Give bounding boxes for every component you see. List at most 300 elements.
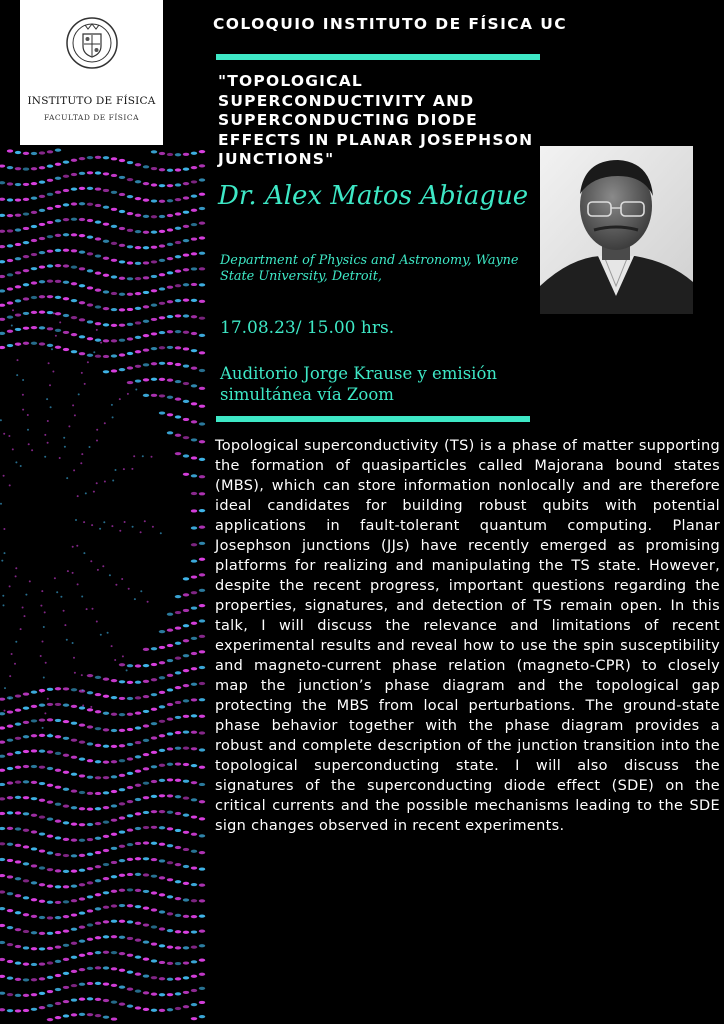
decorative-dot (175, 946, 181, 949)
decorative-dot (175, 452, 181, 455)
decorative-dot (191, 683, 197, 686)
decorative-dot (79, 897, 85, 900)
decorative-dot (15, 151, 21, 154)
decorative-dot (79, 157, 85, 160)
decorative-dot (199, 682, 205, 685)
decorative-dot (79, 172, 85, 175)
institute-logo (20, 0, 163, 145)
decorative-dot (111, 308, 117, 311)
decorative-dot (71, 884, 77, 887)
decorative-dot (135, 769, 141, 772)
decorative-dot (103, 290, 109, 293)
decorative-dot (22, 394, 24, 396)
decorative-dot (31, 749, 37, 752)
decorative-dot (159, 734, 165, 737)
decorative-dot (39, 782, 45, 785)
decorative-dot (167, 718, 173, 721)
decorative-dot (167, 929, 173, 932)
decorative-dot (48, 362, 50, 364)
decorative-dot (151, 908, 157, 911)
decorative-dot (95, 837, 101, 840)
decorative-dot (71, 928, 77, 931)
decorative-dot (175, 731, 181, 734)
decorative-dot (28, 443, 30, 445)
decorative-dot (175, 434, 181, 437)
decorative-dot (87, 235, 93, 238)
decorative-dot (27, 414, 29, 416)
decorative-dot (15, 183, 21, 186)
decorative-dot (103, 935, 109, 938)
decorative-dot (191, 652, 197, 655)
decorative-dot (11, 325, 13, 327)
decorative-dot (159, 910, 165, 913)
decorative-dot (55, 249, 61, 252)
decorative-dot (143, 680, 149, 683)
decorative-dot (183, 976, 189, 979)
decorative-dot (22, 379, 24, 381)
decorative-dot (3, 604, 5, 606)
decorative-dot (44, 712, 46, 714)
decorative-dot (47, 327, 53, 330)
decorative-dot (47, 835, 53, 838)
decorative-dot (79, 823, 85, 826)
decorative-dot (175, 255, 181, 258)
decorative-dot (47, 179, 53, 182)
decorative-dot (95, 305, 101, 308)
decorative-dot (55, 205, 61, 208)
decorative-dot (199, 334, 205, 337)
decorative-dot (183, 669, 189, 672)
decorative-dot (191, 299, 197, 302)
decorative-dot (183, 796, 189, 799)
decorative-dot (55, 769, 61, 772)
decorative-dot (109, 574, 111, 576)
decorative-dot (12, 309, 14, 311)
decorative-dot (0, 181, 5, 184)
decorative-dot (47, 193, 53, 196)
decorative-dot (191, 152, 197, 155)
decorative-dot (167, 844, 173, 847)
decorative-dot (159, 961, 165, 964)
decorative-dot (167, 330, 173, 333)
decorative-dot (0, 346, 5, 349)
decorative-dot (111, 1001, 117, 1004)
decorative-dot (167, 613, 173, 616)
decorative-dot (56, 591, 58, 593)
decorative-dot (63, 281, 69, 284)
decorative-dot (111, 404, 113, 406)
decorative-dot (74, 414, 76, 416)
decorative-dot (39, 311, 45, 314)
decorative-dot (31, 881, 37, 884)
decorative-dot (47, 916, 53, 919)
decorative-dot (23, 862, 29, 865)
decorative-dot (144, 520, 146, 522)
decorative-dot (159, 944, 165, 947)
decorative-dot (183, 299, 189, 302)
decorative-dot (135, 681, 141, 684)
decorative-dot (183, 314, 189, 317)
decorative-dot (51, 348, 53, 350)
decorative-dot (47, 235, 53, 238)
decorative-dot (47, 442, 49, 444)
decorative-dot (167, 153, 173, 156)
decorative-dot (127, 888, 133, 891)
decorative-dot (82, 705, 84, 707)
decorative-dot (167, 978, 173, 981)
decorative-dot (135, 842, 141, 845)
decorative-dot (199, 698, 205, 701)
decorative-dot (111, 259, 117, 262)
decorative-dot (119, 368, 125, 371)
decorative-dot (47, 990, 53, 993)
decorative-dot (71, 202, 77, 205)
decorative-dot (191, 402, 197, 405)
decorative-dot (175, 671, 181, 674)
decorative-dot (135, 292, 141, 295)
decorative-dot (95, 907, 101, 910)
decorative-dot (127, 772, 133, 775)
decorative-dot (159, 993, 165, 996)
decorative-dot (31, 342, 37, 345)
decorative-dot (133, 455, 135, 457)
decorative-dot (175, 380, 181, 383)
decorative-dot (87, 776, 93, 779)
event-datetime: 17.08.23/ 15.00 hrs. (220, 318, 395, 338)
talk-title: "TOPOLOGICAL SUPERCONDUCTIVITY AND SUPERCONDUCTING DIODE EFFECTS IN PLANAR JOSEPHSON JUNCTIONS" (218, 72, 534, 168)
decorative-dot (191, 526, 197, 529)
decorative-dot (4, 687, 6, 689)
decorative-dot (71, 316, 77, 319)
decorative-dot (175, 330, 181, 333)
decorative-dot (15, 461, 17, 463)
decorative-dot (0, 726, 5, 729)
decorative-dot (103, 821, 109, 824)
decorative-dot (143, 664, 149, 667)
decorative-dot (71, 187, 77, 190)
decorative-dot (135, 905, 141, 908)
decorative-dot (63, 703, 69, 706)
decorative-dot (31, 830, 37, 833)
decorative-dot (15, 694, 21, 697)
decorative-dot (142, 455, 144, 457)
decorative-dot (127, 178, 133, 181)
decorative-dot (39, 832, 45, 835)
decorative-dot (143, 363, 149, 366)
decorative-dot (15, 299, 21, 302)
decorative-dot (111, 242, 117, 245)
decorative-dot (167, 747, 173, 750)
decorative-dot (199, 930, 205, 933)
decorative-dot (71, 823, 77, 826)
decorative-dot (7, 198, 13, 201)
decorative-dot (135, 277, 141, 280)
decorative-dot (127, 229, 133, 232)
decorative-dot (175, 795, 181, 798)
decorative-dot (127, 800, 133, 803)
decorative-dot (183, 931, 189, 934)
decorative-dot (87, 354, 93, 357)
decorative-dot (175, 657, 181, 660)
decorative-dot (0, 741, 5, 744)
decorative-dot (31, 691, 37, 694)
decorative-dot (96, 621, 98, 623)
decorative-dot (63, 972, 69, 975)
decorative-dot (23, 167, 29, 170)
decorative-dot (199, 252, 205, 255)
decorative-dot (66, 639, 68, 641)
decorative-dot (15, 575, 17, 577)
decorative-dot (191, 194, 197, 197)
decorative-dot (143, 378, 149, 381)
decorative-dot (119, 774, 125, 777)
decorative-dot (175, 642, 181, 645)
decorative-dot (55, 335, 57, 337)
decorative-dot (0, 992, 5, 995)
decorative-dot (71, 350, 77, 353)
decorative-dot (167, 732, 173, 735)
decorative-dot (111, 804, 117, 807)
decorative-dot (103, 966, 109, 969)
decorative-dot (135, 365, 141, 368)
decorative-dot (0, 304, 5, 307)
decorative-dot (63, 870, 69, 873)
decorative-dot (159, 273, 165, 276)
decorative-dot (55, 163, 61, 166)
decorative-dot (199, 944, 205, 947)
decorative-dot (9, 698, 11, 700)
decorative-dot (159, 287, 165, 290)
decorative-dot (127, 743, 133, 746)
university-seal-icon (65, 16, 119, 70)
decorative-dot (143, 826, 149, 829)
decorative-dot (119, 889, 125, 892)
decorative-dot (55, 974, 61, 977)
decorative-dot (103, 791, 109, 794)
decorative-dot (119, 759, 125, 762)
decorative-dot (151, 456, 153, 458)
colloquium-header: COLOQUIO INSTITUTO DE FÍSICA UC (213, 15, 567, 33)
decorative-dot (31, 211, 37, 214)
decorative-dot (111, 760, 117, 763)
decorative-dot (126, 669, 128, 671)
decorative-dot (0, 769, 5, 772)
decorative-dot (167, 228, 173, 231)
decorative-dot (191, 367, 197, 370)
decorative-dot (63, 203, 69, 206)
decorative-dot (0, 332, 5, 335)
decorative-dot (119, 744, 125, 747)
decorative-dot (71, 773, 77, 776)
decorative-dot (96, 482, 98, 484)
decorative-dot (175, 611, 181, 614)
decorative-dot (151, 260, 157, 263)
decorative-dot (27, 429, 29, 431)
decorative-dot (47, 884, 53, 887)
decorative-dot (71, 1013, 77, 1016)
decorative-dot (143, 305, 149, 308)
decorative-dot (85, 492, 87, 494)
decorative-dot (199, 369, 205, 372)
decorative-dot (71, 299, 77, 302)
decorative-dot (71, 233, 77, 236)
decorative-dot (55, 752, 61, 755)
decorative-dot (55, 1002, 61, 1005)
decorative-dot (15, 894, 21, 897)
decorative-dot (15, 860, 21, 863)
decorative-dot (111, 645, 113, 647)
decorative-dot (91, 524, 93, 526)
decorative-dot (175, 880, 181, 883)
decorative-dot (135, 214, 141, 217)
decorative-dot (23, 750, 29, 753)
decorative-dot (143, 291, 149, 294)
decorative-dot (7, 330, 13, 333)
decorative-dot (7, 827, 13, 830)
decorative-dot (191, 509, 197, 512)
decorative-dot (111, 951, 117, 954)
decorative-dot (93, 351, 95, 353)
decorative-dot (55, 916, 61, 919)
decorative-dot (151, 663, 157, 666)
decorative-dot (119, 874, 125, 877)
decorative-dot (119, 193, 125, 196)
decorative-dot (183, 814, 189, 817)
decorative-dot (135, 726, 141, 729)
decorative-dot (63, 805, 69, 808)
decorative-dot (167, 674, 173, 677)
decorative-dot (183, 699, 189, 702)
decorative-dot (183, 609, 189, 612)
decorative-dot (7, 843, 13, 846)
decorative-dot (183, 400, 189, 403)
decorative-dot (183, 577, 189, 580)
decorative-dot (191, 575, 197, 578)
decorative-dot (7, 344, 13, 347)
decorative-dot (95, 865, 101, 868)
decorative-dot (95, 355, 101, 358)
decorative-dot (23, 707, 29, 710)
decorative-dot (23, 312, 29, 315)
decorative-dot (111, 935, 117, 938)
decorative-dot (71, 789, 77, 792)
decorative-dot (47, 698, 49, 700)
decorative-dot (135, 922, 141, 925)
decorative-dot (71, 942, 77, 945)
decorative-dot (103, 951, 109, 954)
decorative-dot (175, 153, 181, 156)
decorative-dot (191, 166, 197, 169)
decorative-dot (47, 932, 53, 935)
decorative-dot (55, 931, 61, 934)
decorative-dot (183, 225, 189, 228)
decorative-dot (23, 829, 29, 832)
decorative-dot (111, 157, 117, 160)
decorative-dot (199, 317, 205, 320)
decorative-dot (143, 782, 149, 785)
decorative-dot (90, 706, 92, 708)
decorative-dot (87, 742, 93, 745)
decorative-dot (159, 362, 165, 365)
decorative-dot (183, 684, 189, 687)
decorative-dot (71, 159, 77, 162)
decorative-dot (175, 1007, 181, 1010)
decorative-dot (23, 227, 29, 230)
decorative-dot (95, 221, 101, 224)
decorative-dot (63, 771, 69, 774)
decorative-dot (159, 1009, 165, 1012)
decorative-dot (151, 875, 157, 878)
decorative-dot (159, 764, 165, 767)
decorative-dot (135, 321, 141, 324)
decorative-dot (159, 810, 165, 813)
decorative-dot (71, 249, 77, 252)
decorative-dot (131, 468, 133, 470)
decorative-dot (160, 532, 162, 534)
decorative-dot (15, 751, 21, 754)
decorative-dot (43, 626, 45, 628)
decorative-dot (47, 718, 53, 721)
decorative-dot (127, 873, 133, 876)
decorative-dot (40, 605, 42, 607)
decorative-dot (199, 300, 205, 303)
decorative-dot (47, 767, 53, 770)
decorative-dot (31, 1008, 37, 1011)
decorative-dot (54, 577, 56, 579)
decorative-dot (7, 796, 13, 799)
decorative-dot (183, 780, 189, 783)
decorative-dot (191, 237, 197, 240)
decorative-dot (103, 240, 109, 243)
decorative-dot (63, 958, 69, 961)
decorative-dot (79, 869, 85, 872)
decorative-dot (68, 425, 70, 427)
decorative-dot (4, 552, 6, 554)
decorative-dot (104, 481, 106, 483)
decorative-dot (175, 299, 181, 302)
decorative-dot (127, 681, 133, 684)
decorative-dot (31, 765, 37, 768)
decorative-dot (199, 650, 205, 653)
decorative-dot (63, 885, 69, 888)
decorative-dot (151, 842, 157, 845)
decorative-dot (143, 857, 149, 860)
decorative-dot (143, 348, 149, 351)
decorative-dot (103, 745, 109, 748)
decorative-dot (31, 152, 37, 155)
decorative-dot (135, 350, 141, 353)
decorative-dot (183, 624, 189, 627)
decorative-dot (127, 381, 133, 384)
decorative-dot (23, 1009, 29, 1012)
decorative-dot (111, 890, 117, 893)
decorative-dot (199, 987, 205, 990)
decorative-dot (119, 398, 121, 400)
decorative-dot (71, 854, 77, 857)
decorative-dot (15, 285, 21, 288)
decorative-dot (159, 394, 165, 397)
decorative-dot (55, 191, 61, 194)
decorative-dot (0, 698, 5, 701)
decorative-dot (7, 943, 13, 946)
decorative-dot (135, 696, 141, 699)
decorative-dot (95, 951, 101, 954)
decorative-dot (55, 803, 61, 806)
decorative-dot (167, 286, 173, 289)
decorative-dot (111, 525, 113, 527)
decorative-dot (191, 180, 197, 183)
decorative-dot (79, 723, 85, 726)
